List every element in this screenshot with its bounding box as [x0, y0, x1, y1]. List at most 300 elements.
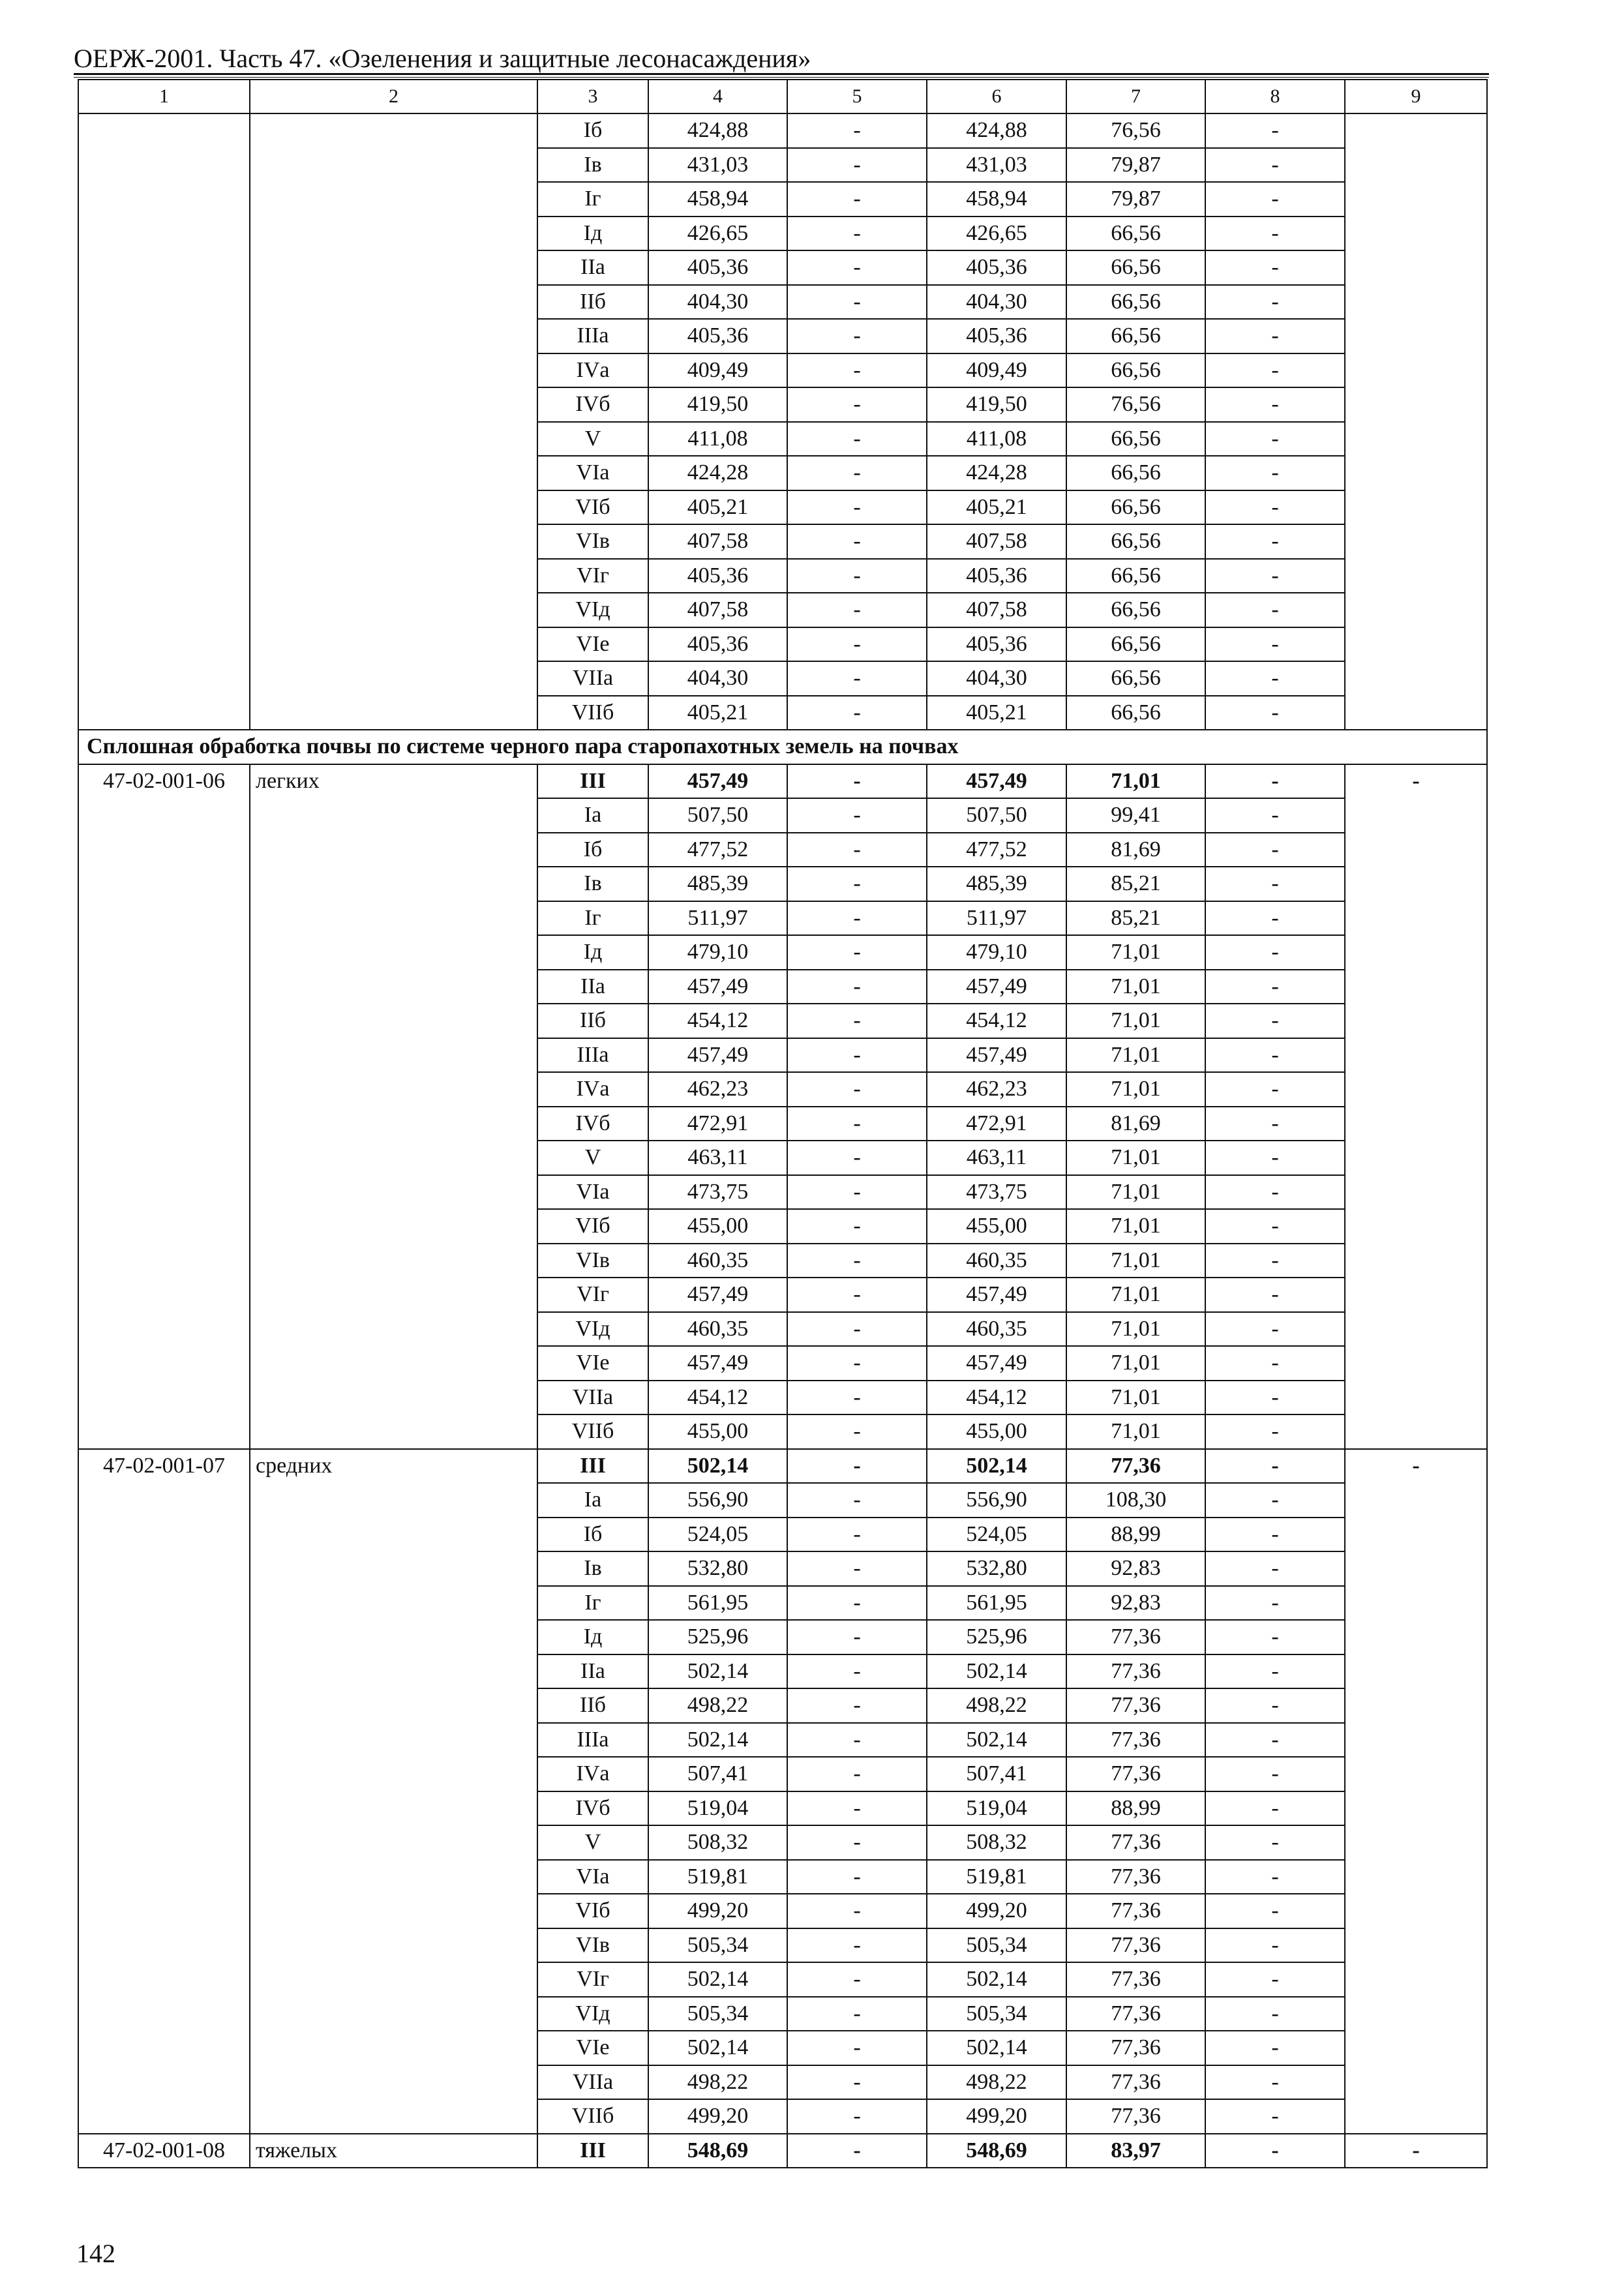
operator-wages-cell: 77,36: [1066, 1894, 1205, 1928]
machine-cost-cell: 404,30: [927, 285, 1066, 320]
machine-cost-cell: 458,94: [927, 182, 1066, 217]
total-cost-cell: 479,10: [648, 935, 787, 970]
wages-cell: -: [787, 1688, 927, 1723]
machine-cost-cell: 507,41: [927, 1757, 1066, 1791]
materials-cell: -: [1205, 833, 1345, 867]
wages-cell: -: [787, 559, 927, 593]
zone-cell: VIг: [537, 1962, 648, 1997]
wages-cell: -: [787, 1586, 927, 1621]
machine-cost-cell: 499,20: [927, 1894, 1066, 1928]
machine-cost-cell: 455,00: [927, 1414, 1066, 1449]
materials-cell: -: [1205, 2065, 1345, 2100]
wages-cell: -: [787, 970, 927, 1004]
wages-cell: -: [787, 935, 927, 970]
materials-cell: -: [1205, 456, 1345, 490]
rate-code-cell: 47-02-001-06: [78, 764, 250, 1449]
materials-cell: -: [1205, 1962, 1345, 1997]
materials-cell: -: [1205, 1141, 1345, 1175]
operator-wages-cell: 88,99: [1066, 1791, 1205, 1826]
machine-cost-cell: 407,58: [927, 593, 1066, 627]
materials-cell: -: [1205, 148, 1345, 183]
machine-cost-cell: 457,49: [927, 1038, 1066, 1073]
zone-cell: VIд: [537, 1312, 648, 1347]
operator-wages-cell: 66,56: [1066, 490, 1205, 525]
operator-wages-cell: 77,36: [1066, 1688, 1205, 1723]
materials-cell: -: [1205, 970, 1345, 1004]
machine-cost-cell: 505,34: [927, 1997, 1066, 2031]
wages-cell: -: [787, 901, 927, 936]
total-cost-cell: 507,50: [648, 798, 787, 833]
machine-cost-cell: 511,97: [927, 901, 1066, 936]
zone-cell: IIIа: [537, 1038, 648, 1073]
operator-wages-cell: 66,56: [1066, 285, 1205, 320]
column-number: 3: [537, 80, 648, 113]
machine-cost-cell: 460,35: [927, 1312, 1066, 1347]
wages-cell: -: [787, 1004, 927, 1038]
work-name-cell: средних: [250, 1449, 537, 2134]
materials-cell: -: [1205, 524, 1345, 559]
total-cost-cell: 407,58: [648, 524, 787, 559]
materials-cell: -: [1205, 1381, 1345, 1415]
materials-cell: -: [1205, 1209, 1345, 1244]
total-cost-cell: 472,91: [648, 1107, 787, 1141]
materials-cell: -: [1205, 1928, 1345, 1963]
operator-wages-cell: 79,87: [1066, 182, 1205, 217]
materials-cell: -: [1205, 217, 1345, 251]
operator-wages-cell: 71,01: [1066, 1072, 1205, 1107]
operator-wages-cell: 76,56: [1066, 113, 1205, 148]
wages-cell: -: [787, 285, 927, 320]
wages-cell: -: [787, 1791, 927, 1826]
zone-cell: VIд: [537, 1997, 648, 2031]
zone-cell: VIа: [537, 1175, 648, 1210]
machine-cost-cell: 405,21: [927, 696, 1066, 730]
materials-cell: -: [1205, 1654, 1345, 1689]
operator-wages-cell: 85,21: [1066, 901, 1205, 936]
machine-cost-cell: 405,36: [927, 319, 1066, 353]
operator-wages-cell: 66,56: [1066, 456, 1205, 490]
machine-cost-cell: 409,49: [927, 353, 1066, 388]
materials-cell: -: [1205, 559, 1345, 593]
zone-cell: IIIа: [537, 1723, 648, 1758]
total-cost-cell: 508,32: [648, 1825, 787, 1860]
materials-cell: -: [1205, 1072, 1345, 1107]
table-body: [78, 80, 1487, 2168]
machine-cost-cell: 405,21: [927, 490, 1066, 525]
total-cost-cell: 507,41: [648, 1757, 787, 1791]
operator-wages-cell: 81,69: [1066, 1107, 1205, 1141]
materials-cell: -: [1205, 1004, 1345, 1038]
wages-cell: -: [787, 1757, 927, 1791]
operator-wages-cell: 71,01: [1066, 1278, 1205, 1312]
materials-cell: -: [1205, 1825, 1345, 1860]
wages-cell: -: [787, 661, 927, 696]
operator-wages-cell: 77,36: [1066, 1654, 1205, 1689]
total-cost-cell: 525,96: [648, 1620, 787, 1654]
zone-cell: VIв: [537, 1928, 648, 1963]
materials-cell: -: [1205, 1346, 1345, 1381]
zone-cell: VIб: [537, 1209, 648, 1244]
wages-cell: -: [787, 1654, 927, 1689]
total-cost-cell: 561,95: [648, 1586, 787, 1621]
materials-cell: -: [1205, 250, 1345, 285]
total-cost-cell: 457,49: [648, 1278, 787, 1312]
total-cost-cell: 458,94: [648, 182, 787, 217]
wages-cell: -: [787, 1483, 927, 1518]
wages-cell: -: [787, 1723, 927, 1758]
zone-cell: V: [537, 422, 648, 456]
zone-cell: VIб: [537, 1894, 648, 1928]
machine-cost-cell: 424,28: [927, 456, 1066, 490]
table-row: [78, 113, 1487, 148]
operator-wages-cell: 66,56: [1066, 593, 1205, 627]
total-cost-cell: 502,14: [648, 1449, 787, 1484]
wages-cell: -: [787, 217, 927, 251]
materials-cell: -: [1205, 798, 1345, 833]
total-cost-cell: 411,08: [648, 422, 787, 456]
operator-wages-cell: 77,36: [1066, 1860, 1205, 1894]
header-rule: [74, 73, 1489, 75]
total-cost-cell: 457,49: [648, 1346, 787, 1381]
total-cost-cell: 455,00: [648, 1209, 787, 1244]
wages-cell: -: [787, 1449, 927, 1484]
materials-cell: -: [1205, 1483, 1345, 1518]
zone-cell: IIб: [537, 1004, 648, 1038]
total-cost-cell: 519,04: [648, 1791, 787, 1826]
zone-cell: VIIа: [537, 1381, 648, 1415]
zone-cell: VIIб: [537, 696, 648, 730]
operator-wages-cell: 71,01: [1066, 764, 1205, 799]
operator-wages-cell: 77,36: [1066, 1449, 1205, 1484]
machine-cost-cell: 479,10: [927, 935, 1066, 970]
machine-cost-cell: 525,96: [927, 1620, 1066, 1654]
materials-cell: -: [1205, 1860, 1345, 1894]
operator-wages-cell: 79,87: [1066, 148, 1205, 183]
materials-cell: -: [1205, 901, 1345, 936]
materials-cell: -: [1205, 1894, 1345, 1928]
machine-cost-cell: 508,32: [927, 1825, 1066, 1860]
zone-cell: VIIа: [537, 2065, 648, 2100]
operator-wages-cell: 83,97: [1066, 2134, 1205, 2168]
machine-cost-cell: 472,91: [927, 1107, 1066, 1141]
zone-cell: Iв: [537, 148, 648, 183]
wages-cell: -: [787, 113, 927, 148]
zone-cell: III: [537, 764, 648, 799]
machine-cost-cell: 524,05: [927, 1518, 1066, 1552]
wages-cell: -: [787, 593, 927, 627]
wages-cell: -: [787, 250, 927, 285]
page-number: 142: [76, 2239, 115, 2268]
total-cost-cell: 556,90: [648, 1483, 787, 1518]
materials-cell: -: [1205, 387, 1345, 422]
materials-cell: -: [1205, 1038, 1345, 1073]
operator-wages-cell: 66,56: [1066, 696, 1205, 730]
operator-wages-cell: 108,30: [1066, 1483, 1205, 1518]
zone-cell: VIв: [537, 1244, 648, 1278]
operator-wages-cell: 71,01: [1066, 1004, 1205, 1038]
materials-cell: -: [1205, 1518, 1345, 1552]
column-number: 7: [1066, 80, 1205, 113]
operator-wages-cell: 71,01: [1066, 1346, 1205, 1381]
machine-cost-cell: 505,34: [927, 1928, 1066, 1963]
materials-cell: -: [1205, 2031, 1345, 2065]
operator-wages-cell: 88,99: [1066, 1518, 1205, 1552]
zone-cell: IVб: [537, 1107, 648, 1141]
operator-wages-cell: 81,69: [1066, 833, 1205, 867]
rate-code-cell: 47-02-001-08: [78, 2134, 250, 2168]
operator-wages-cell: 66,56: [1066, 353, 1205, 388]
materials-cell: -: [1205, 1175, 1345, 1210]
machine-cost-cell: 507,50: [927, 798, 1066, 833]
total-cost-cell: 502,14: [648, 1654, 787, 1689]
materials-cell: -: [1205, 1723, 1345, 1758]
wages-cell: -: [787, 148, 927, 183]
materials-cell: -: [1205, 1757, 1345, 1791]
operator-wages-cell: 71,01: [1066, 1414, 1205, 1449]
operator-wages-cell: 71,01: [1066, 1244, 1205, 1278]
machine-cost-cell: 502,14: [927, 1654, 1066, 1689]
zone-cell: IVб: [537, 387, 648, 422]
operator-wages-cell: 71,01: [1066, 1381, 1205, 1415]
materials-cell: -: [1205, 1586, 1345, 1621]
rate-code-cell: [78, 113, 250, 730]
total-cost-cell: 405,21: [648, 490, 787, 525]
total-cost-cell: 405,36: [648, 250, 787, 285]
zone-cell: Iд: [537, 1620, 648, 1654]
wages-cell: -: [787, 319, 927, 353]
zone-cell: V: [537, 1825, 648, 1860]
wages-cell: -: [787, 1518, 927, 1552]
wages-cell: -: [787, 1107, 927, 1141]
machine-cost-cell: 407,58: [927, 524, 1066, 559]
materials-cell: -: [1205, 1551, 1345, 1586]
zone-cell: Iв: [537, 867, 648, 901]
operator-wages-cell: 66,56: [1066, 250, 1205, 285]
operator-wages-cell: 71,01: [1066, 970, 1205, 1004]
zone-cell: Iа: [537, 798, 648, 833]
table-row: [78, 2134, 1487, 2168]
materials-cell: -: [1205, 1244, 1345, 1278]
machine-cost-cell: 473,75: [927, 1175, 1066, 1210]
materials-cell: -: [1205, 764, 1345, 799]
zone-cell: VIд: [537, 593, 648, 627]
total-cost-cell: 499,20: [648, 1894, 787, 1928]
materials-cell: -: [1205, 593, 1345, 627]
machine-cost-cell: 561,95: [927, 1586, 1066, 1621]
column-number: 1: [78, 80, 250, 113]
total-cost-cell: 460,35: [648, 1312, 787, 1347]
total-cost-cell: 409,49: [648, 353, 787, 388]
wages-cell: -: [787, 1175, 927, 1210]
total-cost-cell: 498,22: [648, 1688, 787, 1723]
materials-cell: -: [1205, 353, 1345, 388]
zone-cell: IIб: [537, 285, 648, 320]
operator-wages-cell: 66,56: [1066, 524, 1205, 559]
materials-cell: -: [1205, 1688, 1345, 1723]
wages-cell: -: [787, 1346, 927, 1381]
machine-cost-cell: 502,14: [927, 1449, 1066, 1484]
machine-cost-cell: 502,14: [927, 1723, 1066, 1758]
total-cost-cell: 548,69: [648, 2134, 787, 2168]
zone-cell: IIа: [537, 970, 648, 1004]
machine-cost-cell: 502,14: [927, 2031, 1066, 2065]
total-cost-cell: 404,30: [648, 285, 787, 320]
wages-cell: -: [787, 1072, 927, 1107]
wages-cell: -: [787, 387, 927, 422]
zone-cell: IVа: [537, 1757, 648, 1791]
operator-wages-cell: 77,36: [1066, 1962, 1205, 1997]
wages-cell: -: [787, 2134, 927, 2168]
operator-wages-cell: 76,56: [1066, 387, 1205, 422]
total-cost-cell: 473,75: [648, 1175, 787, 1210]
zone-cell: Iд: [537, 217, 648, 251]
zone-cell: Iв: [537, 1551, 648, 1586]
machine-cost-cell: 519,04: [927, 1791, 1066, 1826]
wages-cell: -: [787, 1894, 927, 1928]
operator-wages-cell: 85,21: [1066, 867, 1205, 901]
column-number: 4: [648, 80, 787, 113]
zone-cell: VIг: [537, 559, 648, 593]
operator-wages-cell: 77,36: [1066, 2065, 1205, 2100]
operator-wages-cell: 66,56: [1066, 627, 1205, 662]
operator-wages-cell: 77,36: [1066, 1757, 1205, 1791]
machine-cost-cell: 485,39: [927, 867, 1066, 901]
machine-cost-cell: 457,49: [927, 1278, 1066, 1312]
total-cost-cell: 502,14: [648, 1723, 787, 1758]
machine-cost-cell: 502,14: [927, 1962, 1066, 1997]
machine-cost-cell: 454,12: [927, 1381, 1066, 1415]
machine-cost-cell: 457,49: [927, 1346, 1066, 1381]
operator-wages-cell: 77,36: [1066, 1825, 1205, 1860]
machine-cost-cell: 498,22: [927, 1688, 1066, 1723]
operator-wages-cell: 66,56: [1066, 559, 1205, 593]
total-cost-cell: 454,12: [648, 1381, 787, 1415]
operator-wages-cell: 92,83: [1066, 1586, 1205, 1621]
total-cost-cell: 457,49: [648, 1038, 787, 1073]
materials-cell: -: [1205, 661, 1345, 696]
section-title-row: [78, 730, 1487, 764]
wages-cell: -: [787, 422, 927, 456]
total-cost-cell: 405,36: [648, 559, 787, 593]
machine-cost-cell: 463,11: [927, 1141, 1066, 1175]
header-rule-thin: [74, 77, 1489, 78]
total-cost-cell: 498,22: [648, 2065, 787, 2100]
total-cost-cell: 419,50: [648, 387, 787, 422]
materials-cell: -: [1205, 1449, 1345, 1484]
total-cost-cell: 454,12: [648, 1004, 787, 1038]
zone-cell: Iб: [537, 113, 648, 148]
zone-cell: VIIб: [537, 1414, 648, 1449]
total-cost-cell: 502,14: [648, 1962, 787, 1997]
machine-cost-cell: 498,22: [927, 2065, 1066, 2100]
operator-wages-cell: 66,56: [1066, 661, 1205, 696]
machine-cost-cell: 457,49: [927, 764, 1066, 799]
zone-cell: VIе: [537, 2031, 648, 2065]
zone-cell: Iг: [537, 901, 648, 936]
operator-wages-cell: 77,36: [1066, 1997, 1205, 2031]
total-cost-cell: 505,34: [648, 1997, 787, 2031]
total-cost-cell: 407,58: [648, 593, 787, 627]
materials-cell: -: [1205, 1278, 1345, 1312]
column-number: 9: [1345, 80, 1487, 113]
wages-cell: -: [787, 764, 927, 799]
operator-wages-cell: 77,36: [1066, 2031, 1205, 2065]
wages-cell: -: [787, 1209, 927, 1244]
total-cost-cell: 457,49: [648, 764, 787, 799]
operator-wages-cell: 66,56: [1066, 319, 1205, 353]
materials-cell: -: [1205, 935, 1345, 970]
machine-cost-cell: 431,03: [927, 148, 1066, 183]
wages-cell: -: [787, 353, 927, 388]
wages-cell: -: [787, 867, 927, 901]
total-cost-cell: 505,34: [648, 1928, 787, 1963]
machine-cost-cell: 462,23: [927, 1072, 1066, 1107]
zone-cell: IIа: [537, 1654, 648, 1689]
zone-cell: IIа: [537, 250, 648, 285]
zone-cell: VIIб: [537, 2099, 648, 2134]
total-cost-cell: 460,35: [648, 1244, 787, 1278]
wages-cell: -: [787, 456, 927, 490]
machine-cost-cell: 499,20: [927, 2099, 1066, 2134]
materials-cell: -: [1205, 113, 1345, 148]
total-cost-cell: 477,52: [648, 833, 787, 867]
machine-cost-cell: 405,36: [927, 627, 1066, 662]
rate-code-cell: 47-02-001-07: [78, 1449, 250, 2134]
materials-cell: -: [1205, 696, 1345, 730]
total-cost-cell: 485,39: [648, 867, 787, 901]
total-cost-cell: 424,88: [648, 113, 787, 148]
operator-wages-cell: 92,83: [1066, 1551, 1205, 1586]
materials-cell: -: [1205, 285, 1345, 320]
materials-cell: -: [1205, 867, 1345, 901]
operator-wages-cell: 71,01: [1066, 1209, 1205, 1244]
total-cost-cell: 405,36: [648, 627, 787, 662]
zone-cell: IVа: [537, 1072, 648, 1107]
zone-cell: VIе: [537, 627, 648, 662]
section-title: Сплошная обработка почвы по системе черного пара старопахотных земель на почвах: [78, 730, 1487, 764]
operator-wages-cell: 71,01: [1066, 1038, 1205, 1073]
total-cost-cell: 405,36: [648, 319, 787, 353]
rates-table: [78, 79, 1488, 2168]
zone-cell: IVа: [537, 353, 648, 388]
total-cost-cell: 532,80: [648, 1551, 787, 1586]
document-header: ОЕРЖ-2001. Часть 47. «Озеленения и защитные лесонасаждения»: [74, 44, 811, 73]
machine-cost-cell: 404,30: [927, 661, 1066, 696]
machine-cost-cell: 454,12: [927, 1004, 1066, 1038]
total-cost-cell: 502,14: [648, 2031, 787, 2065]
materials-cell: -: [1205, 2134, 1345, 2168]
zone-cell: IIIа: [537, 319, 648, 353]
wages-cell: -: [787, 696, 927, 730]
machine-cost-cell: 519,81: [927, 1860, 1066, 1894]
wages-cell: -: [787, 1825, 927, 1860]
wages-cell: -: [787, 1997, 927, 2031]
column-number: 6: [927, 80, 1066, 113]
labor-cell: [1345, 113, 1487, 730]
operator-wages-cell: 71,01: [1066, 1312, 1205, 1347]
operator-wages-cell: 77,36: [1066, 2099, 1205, 2134]
wages-cell: -: [787, 182, 927, 217]
materials-cell: -: [1205, 1107, 1345, 1141]
labor-cell: -: [1345, 1449, 1487, 2134]
wages-cell: -: [787, 1860, 927, 1894]
work-name-cell: тяжелых: [250, 2134, 537, 2168]
materials-cell: -: [1205, 182, 1345, 217]
wages-cell: -: [787, 1928, 927, 1963]
work-name-cell: [250, 113, 537, 730]
table-row: [78, 1449, 1487, 1484]
work-name-cell: легких: [250, 764, 537, 1449]
